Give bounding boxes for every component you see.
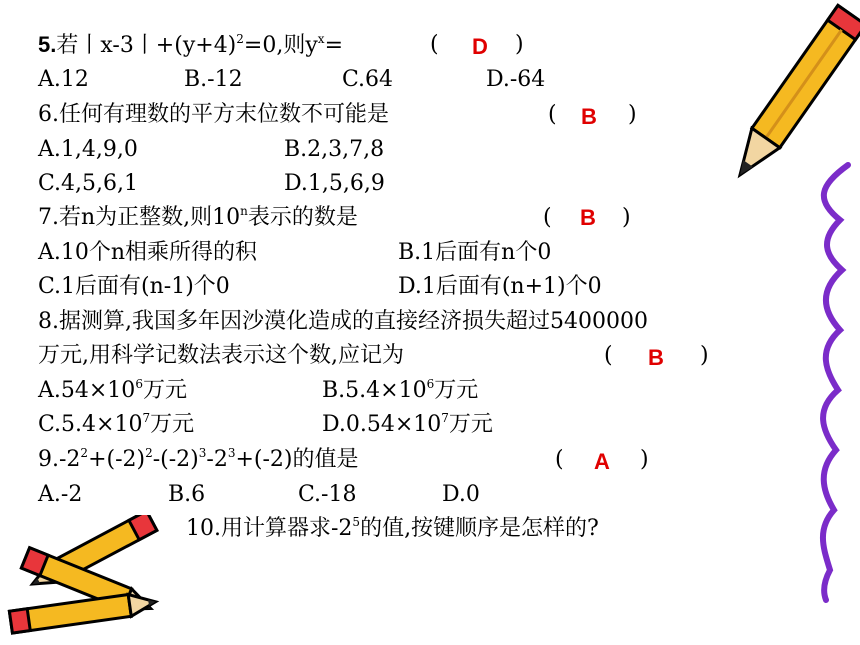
q5-bracket-open: (: [430, 32, 439, 57]
q5-option-d: D.-64: [486, 67, 546, 92]
q5-option-b: B.-12: [184, 67, 243, 92]
q9-option-a: A.-2: [38, 482, 83, 507]
q8-stem-line1: 8.据测算,我国多年因沙漠化造成的直接经济损失超过5400000: [38, 309, 648, 334]
q9-stem: $9.-2^2+(-2)^2-(-2)^3-2^3+(-2)$的值是: [38, 446, 359, 472]
pencil-icon: [720, 0, 860, 200]
q7-stem: 7.若n为正整数,则10$^n$表示的数是: [38, 204, 358, 230]
q5-answer: D: [472, 34, 488, 59]
q6-option-a: A.1,4,9,0: [38, 137, 138, 162]
q6-option-d: D.1,5,6,9: [284, 171, 385, 196]
q6-bracket-open: (: [548, 102, 557, 127]
q6-bracket-close: ): [628, 102, 637, 127]
q5-bracket-close: ): [515, 32, 524, 57]
q8-option-d: $D.0.54\times 10^7$万元: [322, 411, 493, 437]
q8-bracket-close: ): [700, 343, 709, 368]
q9-option-d: D.0: [442, 482, 480, 507]
q8-answer: B: [648, 345, 664, 370]
q7-option-b: B.1后面有n个0: [398, 240, 552, 265]
q7-option-a: A.10个n相乘所得的积: [38, 240, 258, 265]
q8-option-b: $B.5.4\times 10^6$万元: [322, 377, 479, 403]
q8-option-a: $A.54\times 10^6$万元: [38, 377, 187, 403]
q7-bracket-open: (: [543, 205, 552, 230]
q8-bracket-open: (: [604, 343, 613, 368]
q5-option-a: A.12: [38, 67, 89, 92]
q7-answer: B: [580, 205, 596, 230]
q8-option-c: $C.5.4\times 10^7$万元: [38, 411, 195, 437]
q9-bracket-close: ): [640, 447, 649, 472]
q6-option-b: B.2,3,7,8: [284, 137, 385, 162]
q7-option-c: C.1后面有(n-1)个0: [38, 274, 230, 299]
q7-bracket-close: ): [622, 205, 631, 230]
squiggle-line-icon: [800, 160, 860, 605]
q9-answer: A: [594, 449, 610, 474]
q9-bracket-open: (: [555, 447, 564, 472]
q5-stem: 5.若丨x-3丨$+(y+4)^2=0$,则$y^x=$: [38, 32, 343, 58]
q9-option-c: C.-18: [298, 482, 357, 507]
q9-option-b: B.6: [168, 482, 206, 507]
q10-stem: 10.用计算器求$-2^5$的值,按键顺序是怎样的?: [186, 515, 599, 541]
pencils-cluster-icon: [0, 515, 180, 640]
q6-answer: B: [581, 104, 597, 129]
q6-stem: 6.任何有理数的平方末位数不可能是: [38, 102, 389, 127]
q8-stem-line2: 万元,用科学记数法表示这个数,应记为: [38, 343, 404, 368]
q5-option-c: C.64: [342, 67, 394, 92]
q6-option-c: C.4,5,6,1: [38, 171, 139, 196]
q7-option-d: D.1后面有(n+1)个0: [398, 274, 602, 299]
